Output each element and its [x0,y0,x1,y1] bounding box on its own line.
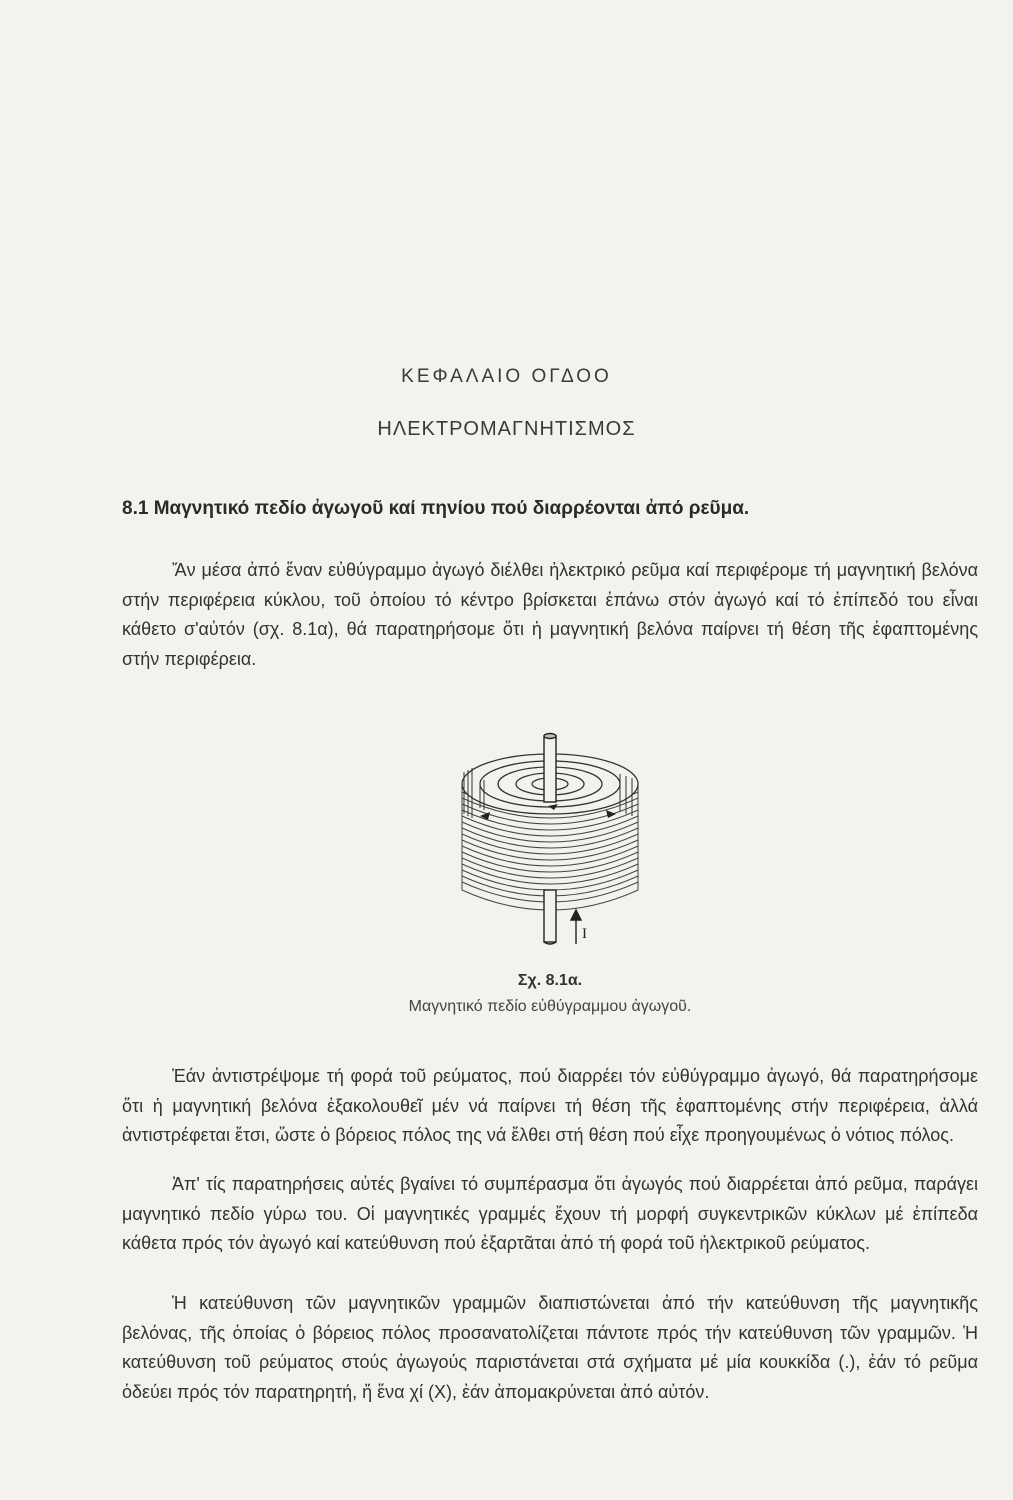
figure-caption-text: Μαγνητικό πεδίο εὐθύγραμμου ἀγωγοῦ. [408,998,692,1015]
chapter-title: ΗΛΕΚΤΡΟΜΑΓΝΗΤΙΣΜΟΣ [377,418,636,440]
paragraph-1: Ἄν μέσα ἀπό ἕναν εὐθύγραμμο ἀγωγό διέλθει ἠλεκτρικό ρεῦμα καί περιφέρομε τή μαγνητική βελόνα στήν περιφέρεια κύκλου, τοῦ ὁποίου τό κέντρο βρίσκεται ἐπάνω στόν ἀγωγό καί τό ἐπίπεδό του εἶναι κάθετο σ'αὐτόν (σχ. 8.1α), θά παρατηρήσομε ὅτι ἡ μαγνητική βελόνα παίρνει τή θέση τῆς ἐφαπτομένης στήν περιφέρεια. [122,560,978,670]
section-heading: 8.1 Μαγνητικό πεδίο ἀγωγοῦ καί πηνίου πού διαρρέονται ἀπό ρεῦμα. [122,498,750,519]
chapter-number: ΚΕΦΑΛΑΙΟ ΟΓΔΟΟ [401,366,612,387]
figure-caption-label: Σχ. 8.1α. [517,972,583,989]
paragraph-3: Ἀπ' τίς παρατηρήσεις αὐτές βγαίνει τό συμπέρασμα ὅτι ἀγωγός πού διαρρέεται ἀπό ρεῦμα, παράγει μαγνητικό πεδίο γύρω του. Οἱ μαγνητικές γραμμές ἔχουν τή μορφή συγκεντρικῶν κύκλων μέ ἐπίπεδα κάθετα πρός τόν ἀγωγό καί κατεύθυνση πού ἐξαρτᾶται ἀπό τή φορά τοῦ ἠλεκτρικοῦ ρεύματος. [122,1174,978,1254]
conductor-rod [544,734,556,945]
figure-conductor-field [440,732,660,982]
current-arrow [571,910,581,944]
current-label: I [582,926,587,942]
paragraph-2: Ἐάν ἀντιστρέψομε τή φορά τοῦ ρεύματος, πού διαρρέει τόν εὐθύγραμμο ἀγωγό, θά παρατηρήσομε ὅτι ἡ μαγνητική βελόνα ἐξακολουθεῖ μέν νά παίρνει τή θέση τῆς ἐφαπτομένης στήν περιφέρεια, ἀλλά ἀντιστρέφεται ἔτσι, ὥστε ὁ βόρειος πόλος της νά ἔλθει στή θέση πού εἶχε προηγουμένως ὁ νότιος πόλος. [122,1066,978,1146]
paragraph-4: Ἡ κατεύθυνση τῶν μαγνητικῶν γραμμῶν διαπιστώνεται ἀπό τήν κατεύθυνση τῆς μαγνητικῆς βελόνας, τῆς ὁποίας ὁ βόρειος πόλος προσανατολίζεται πάντοτε πρός τήν κατεύθυνση τῶν γραμμῶν. Ἡ κατεύθυνση τοῦ ρεύματος στούς ἀγωγούς παριστάνεται στά σχήματα μέ μία κουκκίδα (.), ἐάν τό ρεῦμα ὁδεύει πρός τόν παρατηρητή, ἤ ἕνα χί (X), ἐάν ἀπομακρύνεται ἀπό αὐτόν. [122,1293,978,1403]
